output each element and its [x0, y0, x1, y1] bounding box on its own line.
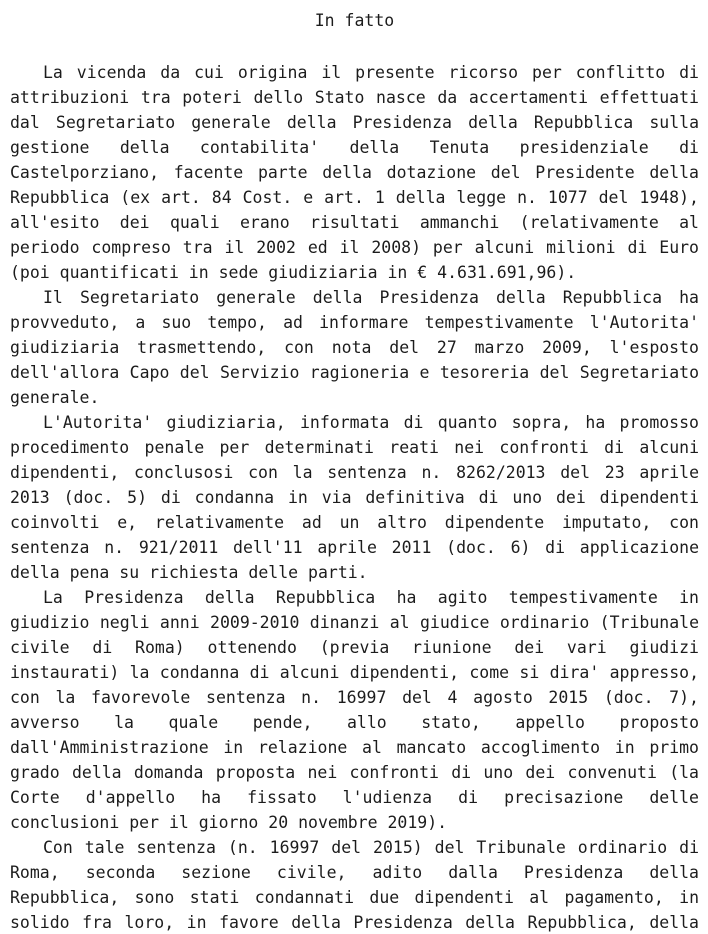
text-line: generale.: [10, 388, 100, 407]
text-line: gestione della contabilita' della Tenuta presidenziale di: [10, 138, 699, 157]
text-line: dal Segretariato generale della Presidenza della Repubblica sulla: [10, 113, 699, 132]
text-line: all'esito dei quali erano risultati ammanchi (relativamente al: [10, 213, 699, 232]
document-body: [10, 60, 699, 934]
text-line: con la favorevole sentenza n. 16997 del 4 agosto 2015 (doc. 7),: [10, 688, 699, 707]
text-line: conclusioni per il giorno 20 novembre 2019).: [10, 813, 448, 832]
text-line: dipendenti, conclusosi con la sentenza n. 8262/2013 del 23 aprile: [10, 463, 699, 482]
text-line: dell'allora Capo del Servizio ragioneria e tesoreria del Segretariato: [10, 363, 699, 382]
text-line: sentenza n. 921/2011 dell'11 aprile 2011 (doc. 6) di applicazione: [10, 538, 699, 557]
text-line: avverso la quale pende, allo stato, appello proposto: [10, 713, 699, 732]
text-line: Castelporziano, facente parte della dotazione del Presidente della: [10, 163, 699, 182]
text-line: coinvolti e, relativamente ad un altro dipendente imputato, con: [10, 513, 699, 532]
text-line: (poi quantificati in sede giudiziaria in € 4.631.691,96).: [10, 263, 577, 282]
text-line: Con tale sentenza (n. 16997 del 2015) del Tribunale ordinario di: [43, 838, 699, 857]
text-line: attribuzioni tra poteri dello Stato nasce da accertamenti effettuati: [10, 88, 699, 107]
text-line: grado della domanda proposta nei confronti di uno dei convenuti (la: [10, 763, 699, 782]
text-line: della pena su richiesta delle parti.: [10, 563, 368, 582]
text-line: procedimento penale per determinati reati nei confronti di alcuni: [10, 438, 699, 457]
text-line: civile di Roma) ottenendo (previa riunione dei vari giudizi: [10, 638, 699, 657]
text-line: Il Segretariato generale della Presidenza della Repubblica ha: [43, 288, 699, 307]
text-line: Repubblica (ex art. 84 Cost. e art. 1 della legge n. 1077 del 1948),: [10, 188, 699, 207]
text-line: La vicenda da cui origina il presente ricorso per conflitto di: [43, 63, 699, 82]
text-line: Corte d'appello ha fissato l'udienza di precisazione delle: [10, 788, 699, 807]
text-line: Roma, seconda sezione civile, adito dalla Presidenza della: [10, 863, 699, 882]
text-line: solido fra loro, in favore della Presidenza della Repubblica, della: [10, 913, 699, 932]
text-line: periodo compreso tra il 2002 ed il 2008) per alcuni milioni di Euro: [10, 238, 699, 257]
text-line: dall'Amministrazione in relazione al mancato accoglimento in primo: [10, 738, 699, 757]
page-title: In fatto: [314, 11, 395, 30]
text-line: L'Autorita' giudiziaria, informata di quanto sopra, ha promosso: [43, 413, 699, 432]
text-line: giudiziaria trasmettendo, con nota del 27 marzo 2009, l'esposto: [10, 338, 699, 357]
text-line: 2013 (doc. 5) di condanna in via definitiva di uno dei dipendenti: [10, 488, 699, 507]
text-line: giudizio negli anni 2009-2010 dinanzi al giudice ordinario (Tribunale: [10, 613, 699, 632]
text-line: provveduto, a suo tempo, ad informare tempestivamente l'Autorita': [10, 313, 699, 332]
text-line: Repubblica, sono stati condannati due dipendenti al pagamento, in: [10, 888, 699, 907]
text-line: La Presidenza della Repubblica ha agito tempestivamente in: [43, 588, 699, 607]
text-line: instaurati) la condanna di alcuni dipendenti, come si dira' appresso,: [10, 663, 699, 682]
